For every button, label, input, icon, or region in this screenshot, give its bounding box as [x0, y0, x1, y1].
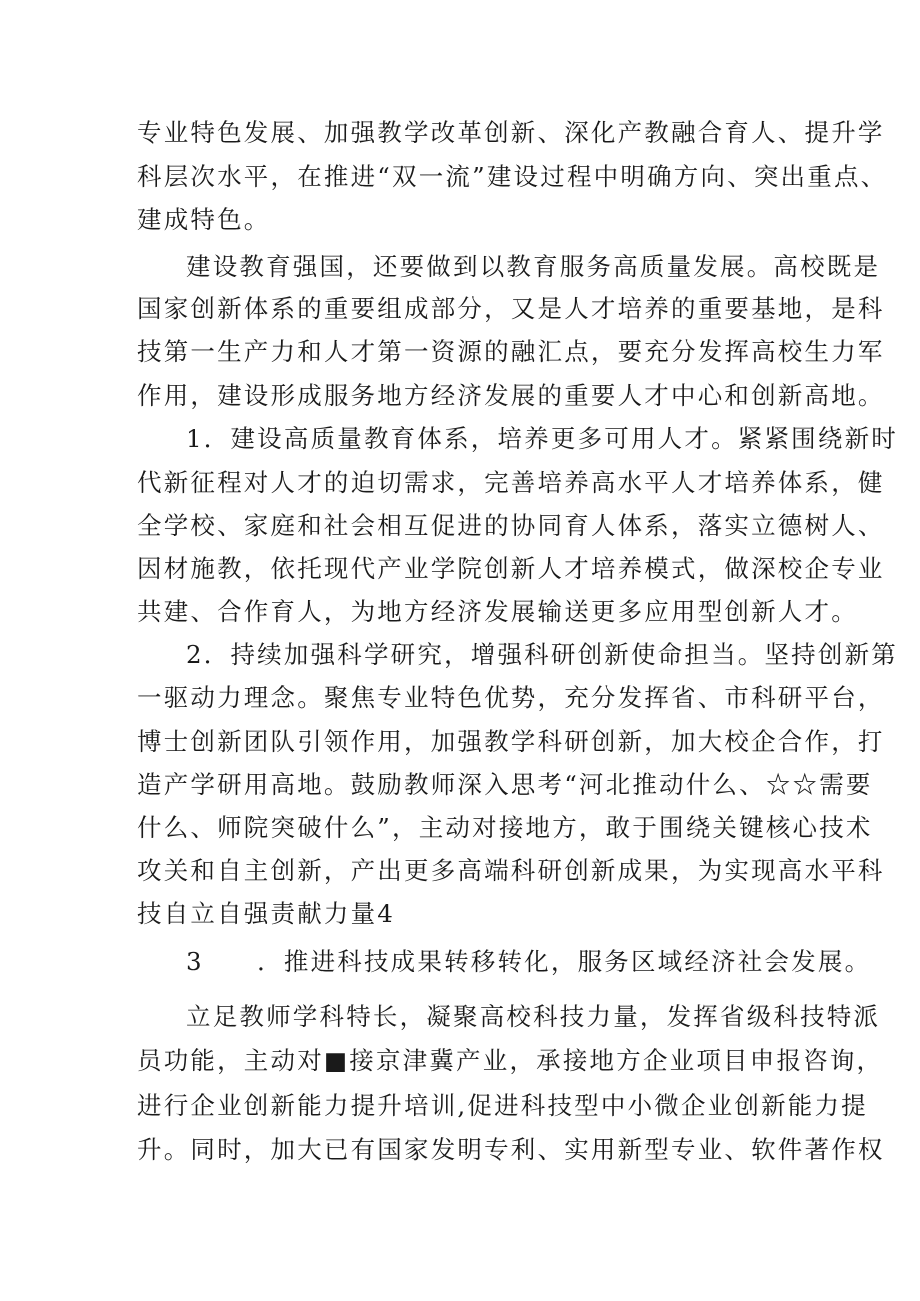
text-line: 立足教师学科特长，凝聚高校科技力量，发挥省级科技特派: [186, 1002, 881, 1031]
text-line: 共建、合作育人，为地方经济发展输送更多应用型创新人才。: [137, 597, 858, 626]
text-line: 进行企业创新能力提升培训,促进科技型中小微企业创新能力提: [137, 1091, 868, 1120]
text-line: 员功能，主动对■接京津冀产业，承接地方企业项目申报咨询，: [137, 1046, 884, 1075]
text-line: 升。同时，加大已有国家发明专利、实用新型专业、软件著作权: [137, 1135, 885, 1164]
text-line: 建设教育强国，还要做到以教育服务高质量发展。高校既是: [186, 252, 881, 281]
text-line: 博士创新团队引领作用，加强教学科研创新，加大校企合作，打: [137, 727, 885, 756]
text-line: 3 ．推进科技成果转移转化，服务区域经济社会发展。: [186, 947, 872, 976]
text-line: 科层次水平，在推进“双一流”建设过程中明确方向、突出重点、: [137, 162, 888, 191]
text-line: 一驱动力理念。聚焦专业特色优势，充分发挥省、市科研平台，: [137, 683, 885, 712]
text-line: 技第一生产力和人才第一资源的融汇点，要充分发挥高校生力军: [137, 337, 885, 366]
text-line: 代新征程对人才的迫切需求，完善培养高水平人才培养体系，健: [137, 468, 885, 497]
text-line: 攻关和自主创新，产出更多高端科研创新成果，为实现高水平科: [137, 856, 885, 885]
text-line: 技自立自强责献力量4: [137, 899, 396, 928]
text-line: 全学校、家庭和社会相互促进的协同育人体系，落实立德树人、: [137, 511, 885, 540]
text-line: 造产学研用高地。鼓励教师深入思考“河北推动什么、☆☆需要: [137, 770, 873, 799]
text-line: 什么、师院突破什么”，主动对接地方，敢于围绕关键核心技术: [137, 813, 873, 842]
text-line: 国家创新体系的重要组成部分，又是人才培养的重要基地，是科: [137, 294, 885, 323]
text-line: 建成特色。: [137, 205, 271, 234]
text-line: 2．持续加强科学研究，增强科研创新使命担当。坚持创新第: [186, 640, 898, 669]
text-line: 作用，建设形成服务地方经济发展的重要人才中心和创新高地。: [137, 381, 885, 410]
text-line: 专业特色发展、加强教学改革创新、深化产教融合育人、提升学: [137, 118, 885, 147]
text-line: 1．建设高质量教育体系，培养更多可用人才。紧紧围绕新时: [186, 424, 898, 453]
text-line: 因材施教，依托现代产业学院创新人才培养模式，做深校企专业: [137, 554, 885, 583]
